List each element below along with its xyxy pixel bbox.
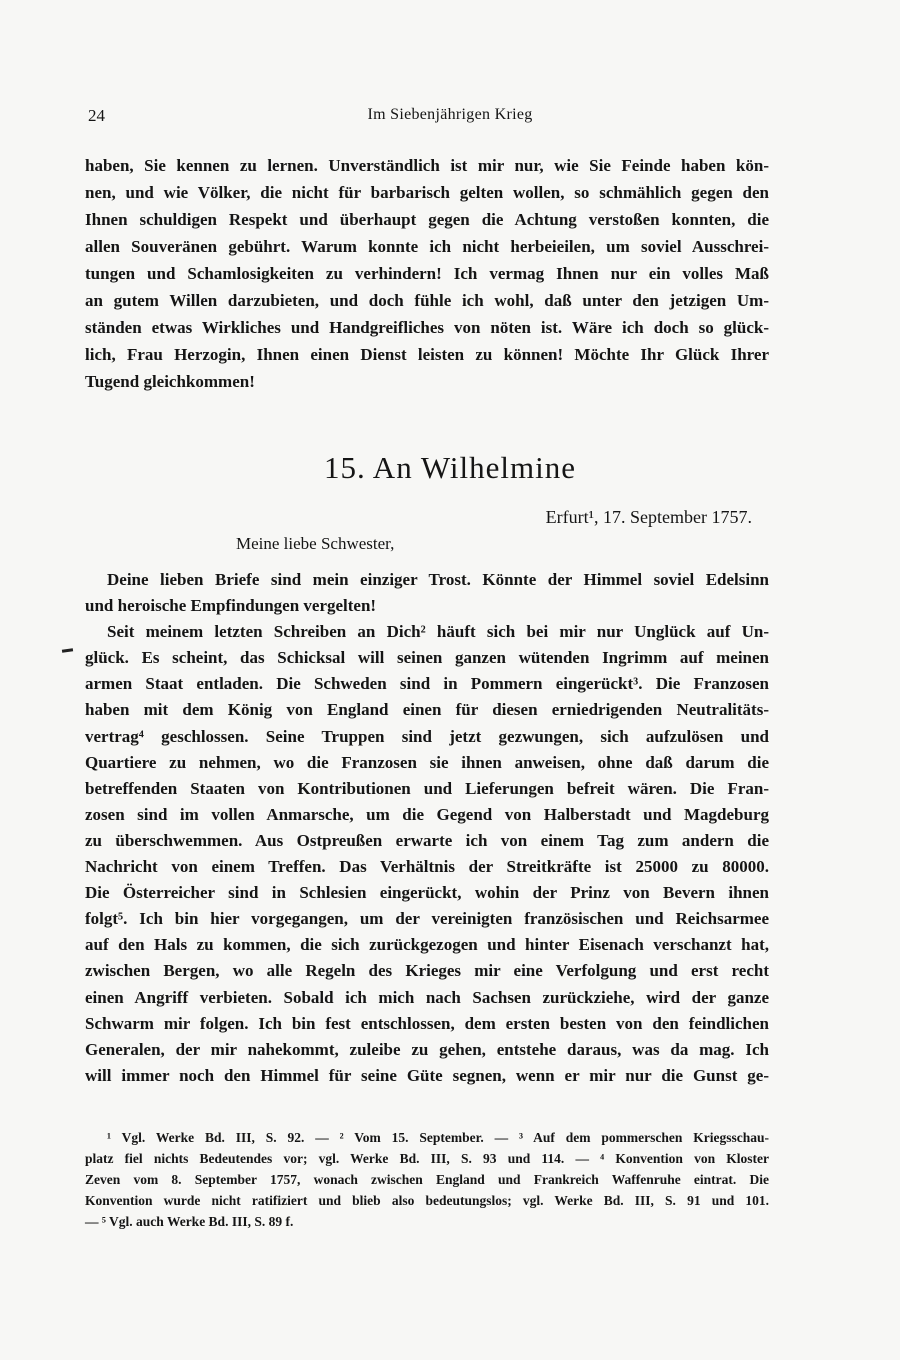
footnote-line: platz fiel nichts Bedeutendes vor; vgl. Werke Bd. III, S. 93 und 114. — ⁴ Konvention von Kloster	[85, 1151, 769, 1166]
text-line: Schwarm mir folgen. Ich bin fest entschlossen, dem ersten besten von den feindlichen	[85, 1013, 769, 1033]
footnote-line: ¹ Vgl. Werke Bd. III, S. 92. — ² Vom 15. September. — ³ Auf dem pommerschen Kriegsschau-	[107, 1130, 769, 1145]
closing-paragraph-previous-letter	[85, 156, 769, 399]
text-line: folgt⁵. Ich bin hier vorgegangen, um der vereinigten französischen und Reichsarmee	[85, 909, 769, 929]
text-line: glück. Es scheint, das Schicksal will seinen ganzen wütenden Ingrimm auf meinen	[85, 648, 769, 668]
text-line: tungen und Schamlosigkeiten zu verhindern! Ich vermag Ihnen nur ein volles Maß	[85, 264, 769, 283]
text-line: Deine lieben Briefe sind mein einziger Trost. Könnte der Himmel soviel Edelsinn	[107, 570, 769, 589]
footnote-line: Konvention wurde nicht ratifiziert und blieb also bedeutungslos; vgl. Werke Bd. III, S. 91 und 101.	[85, 1193, 769, 1208]
text-line: Seit meinem letzten Schreiben an Dich² häuft sich bei mir nur Unglück auf Un-	[107, 622, 769, 642]
text-line: zosen sind im vollen Anmarsche, um die Gegend von Halberstadt und Magdeburg	[85, 804, 769, 824]
text-line: auf den Hals zu kommen, die sich zurückgezogen und hinter Eisenach verschanzt hat,	[85, 935, 769, 955]
text-line: Nachricht von einem Treffen. Das Verhältnis der Streitkräfte ist 25000 zu 80000.	[85, 857, 769, 877]
footnotes	[85, 1130, 769, 1235]
letter-title: 15. An Wilhelmine	[324, 450, 576, 485]
letter-salutation: Meine liebe Schwester,	[236, 534, 395, 553]
text-line: einen Angriff verbieten. Sobald ich mich nach Sachsen zurückziehe, wird der ganze	[85, 987, 769, 1007]
text-line: allen Souveränen gebührt. Warum konnte ich nicht herbeieilen, um soviel Ausschrei-	[85, 237, 769, 256]
text-line: betreffenden Staaten von Kontributionen und Lieferungen befreit wären. Die Fran-	[85, 778, 769, 798]
text-line: vertrag⁴ geschlossen. Seine Truppen sind jetzt gezwungen, sich aufzulösen und	[85, 726, 769, 746]
text-line: und heroische Empfindungen vergelten!	[85, 596, 377, 616]
text-line: Quartiere zu nehmen, wo die Franzosen sie ihnen anweisen, ohne daß darum die	[85, 752, 769, 772]
text-line: zwischen Bergen, wo alle Regeln des Krieges mir eine Verfolgung und erst recht	[85, 961, 769, 981]
text-line: haben mit dem König von England einen für diesen erniedrigenden Neutralitäts-	[85, 700, 769, 720]
footnote-line: — ⁵ Vgl. auch Werke Bd. III, S. 89 f.	[85, 1214, 294, 1229]
text-line: lich, Frau Herzogin, Ihnen einen Dienst leisten zu können! Möchte Ihr Glück Ihrer	[85, 345, 769, 364]
text-line: Generalen, der mir nahekommt, zuleibe zu gehen, entstehe daraus, was da mag. Ich	[85, 1039, 769, 1059]
letter-dateline: Erfurt¹, 17. September 1757.	[545, 507, 752, 527]
text-line: Ihnen schuldigen Respekt und überhaupt gegen die Achtung verstoßen konnten, die	[85, 210, 769, 229]
text-line: an gutem Willen darzubieten, und doch fühle ich wohl, daß unter den jetzigen Um-	[85, 291, 769, 310]
text-line: ständen etwas Wirkliches und Handgreifliches von nöten ist. Wäre ich doch so glück-	[85, 318, 769, 337]
text-line: Die Österreicher sind in Schlesien eingerückt, wohin der Prinz von Bevern ihnen	[85, 883, 769, 903]
text-line: will immer noch den Himmel für seine Güte segnen, wenn er mir nur die Gunst ge-	[85, 1065, 769, 1085]
text-line: armen Staat entladen. Die Schweden sind in Pommern eingerückt³. Die Franzosen	[85, 674, 769, 694]
text-line: Tugend gleichkommen!	[85, 372, 255, 391]
footnote-line: Zeven vom 8. September 1757, wonach zwischen England und Frankreich Waffenruhe eintrat. Die	[85, 1172, 769, 1187]
running-title: Im Siebenjährigen Krieg	[367, 106, 533, 123]
text-line: nen, und wie Völker, die nicht für barbarisch gelten wollen, so schmählich gegen den	[85, 183, 769, 202]
letter-body	[85, 570, 769, 1092]
margin-mark	[62, 648, 73, 653]
text-line: zu überschwemmen. Aus Ostpreußen erwarte ich von einem Tag zum andern die	[85, 830, 769, 850]
text-line: haben, Sie kennen zu lernen. Unverständlich ist mir nur, wie Sie Feinde haben kön-	[85, 156, 769, 175]
page-number: 24	[88, 106, 105, 125]
